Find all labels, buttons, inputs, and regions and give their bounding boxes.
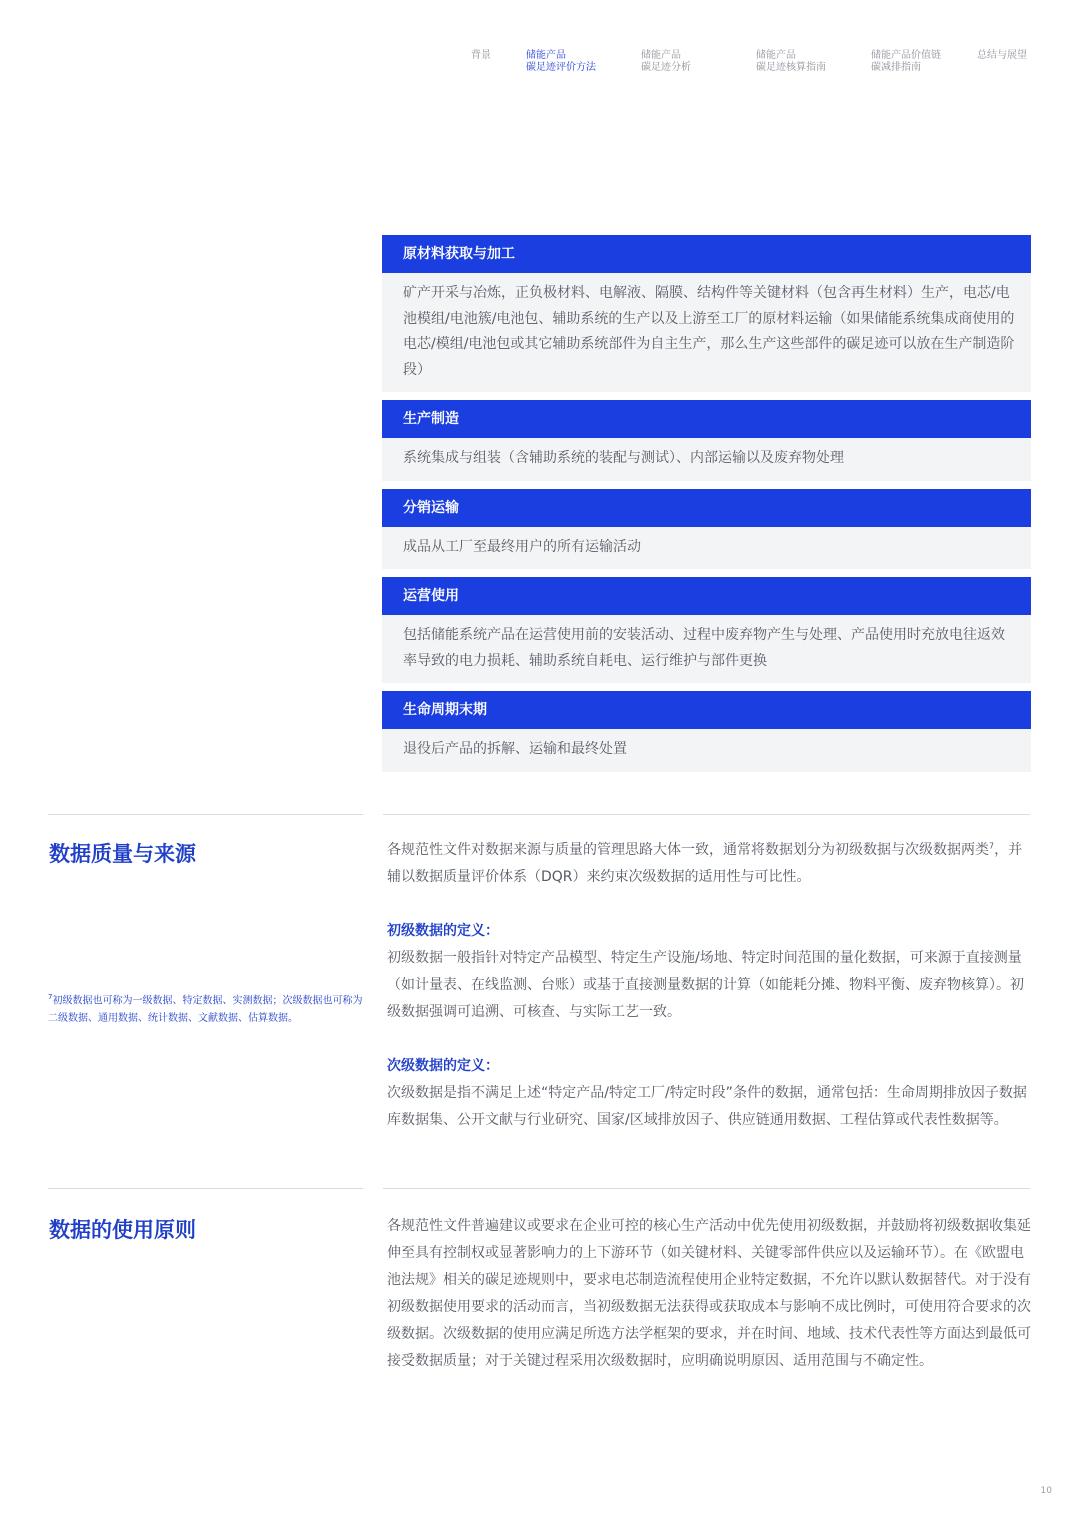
section-divider xyxy=(383,1188,1030,1189)
stage-description: 包括储能系统产品在运营使用前的安装活动、过程中废弃物产生与处理、产品使用时充放电往返效率导致的电力损耗、辅助系统自耗电、运行维护与部件更换 xyxy=(382,615,1031,683)
section-body-data-quality xyxy=(387,837,1033,1134)
stage-title: 原材料获取与加工 xyxy=(382,235,1031,273)
stage-title: 运营使用 xyxy=(382,577,1031,615)
section-divider xyxy=(48,1188,363,1189)
page-number: 10 xyxy=(1040,1486,1052,1496)
nav-item-label: 碳足迹分析 xyxy=(641,62,691,73)
nav-item-reduction-guide[interactable] xyxy=(871,50,941,74)
nav-item-label: 总结与展望 xyxy=(977,50,1027,61)
footnote xyxy=(48,988,366,1028)
footnote-text: 初级数据也可称为一级数据、特定数据、实测数据；次级数据也可称为二级数据、通用数据、统计数据、文献数据、估算数据。 xyxy=(48,995,363,1025)
stage-description: 成品从工厂至最终用户的所有运输活动 xyxy=(382,527,1031,570)
section-divider xyxy=(48,814,363,815)
section-title-data-usage: 数据的使用原则 xyxy=(49,1218,196,1242)
usage-paragraph: 各规范性文件普遍建议或要求在企业可控的核心生产活动中优先使用初级数据，并鼓励将初级数据收集延伸至具有控制权或显著影响力的上下游环节（如关键材料、关键零部件供应以及运输环节）。在《欧盟电池法规》相关的碳足迹规则中，要求电芯制造流程使用企业特定数据，不允许以默认数据替代。对于没有初级数据使用要求的活动而言，当初级数据无法获得或获取成本与影响不成比例时，可使用符合要求的次级数据。次级数据的使用应满足所选方法学框架的要求，并在时间、地域、技术代表性等方面达到最低可接受数据质量；对于关键过程采用次级数据时，应明确说明原因、适用范围与不确定性。 xyxy=(387,1218,1031,1369)
nav-item-label: 背景 xyxy=(471,50,491,61)
lifecycle-stage-table xyxy=(382,235,1031,772)
footnote-reference[interactable]: 7 xyxy=(989,841,995,851)
nav-item-accounting-guide[interactable] xyxy=(756,50,826,74)
nav-item-label: 碳足迹核算指南 xyxy=(756,62,826,73)
stage-title: 分销运输 xyxy=(382,489,1031,527)
stage-description: 系统集成与组装（含辅助系统的装配与测试）、内部运输以及废弃物处理 xyxy=(382,438,1031,481)
secondary-data-definition: 次级数据是指不满足上述“特定产品/特定工厂/特定时段”条件的数据，通常包括：生命周期排放因子数据库数据集、公开文献与行业研究、国家/区域排放因子、供应链通用数据、工程估算或代表性数据等。 xyxy=(387,1085,1027,1128)
section-title-data-quality: 数据质量与来源 xyxy=(49,842,196,866)
nav-item-evaluation-method[interactable] xyxy=(526,50,596,74)
nav-item-summary[interactable] xyxy=(977,50,1027,62)
nav-item-label: 储能产品价值链 xyxy=(871,50,941,61)
section-body-data-usage xyxy=(387,1213,1033,1375)
nav-item-label: 碳减排指南 xyxy=(871,62,921,73)
top-navigation xyxy=(0,50,1080,80)
footnote-mark: 7 xyxy=(48,993,53,1001)
nav-item-label: 碳足迹评价方法 xyxy=(526,62,596,73)
intro-text: ，并辅以数据质量评价体系（DQR）来约束次级数据的适用性与可比性。 xyxy=(387,842,1023,885)
nav-item-footprint-analysis[interactable] xyxy=(641,50,691,74)
nav-item-background[interactable] xyxy=(471,50,491,62)
secondary-data-heading: 次级数据的定义： xyxy=(387,1058,499,1074)
section-divider xyxy=(383,814,1030,815)
nav-item-label: 储能产品 xyxy=(526,50,566,61)
intro-paragraph xyxy=(387,837,1033,891)
stage-title: 生命周期末期 xyxy=(382,691,1031,729)
stage-description: 矿产开采与冶炼，正负极材料、电解液、隔膜、结构件等关键材料（包含再生材料）生产，电芯/电池模组/电池簇/电池包、辅助系统的生产以及上游至工厂的原材料运输（如果储能系统集成商使用的电芯/模组/电池包或其它辅助系统部件为自主生产，那么生产这些部件的碳足迹可以放在生产制造阶段） xyxy=(382,273,1031,392)
primary-data-definition: 初级数据一般指针对特定产品模型、特定生产设施/场地、特定时间范围的量化数据，可来源于直接测量（如计量表、在线监测、台账）或基于直接测量数据的计算（如能耗分摊、物料平衡、废弃物核算）。初级数据强调可追溯、可核查、与实际工艺一致。 xyxy=(387,950,1024,1020)
primary-data-heading: 初级数据的定义： xyxy=(387,923,499,939)
nav-item-label: 储能产品 xyxy=(641,50,681,61)
nav-item-label: 储能产品 xyxy=(756,50,796,61)
stage-description: 退役后产品的拆解、运输和最终处置 xyxy=(382,729,1031,772)
stage-title: 生产制造 xyxy=(382,400,1031,438)
intro-text: 各规范性文件对数据来源与质量的管理思路大体一致，通常将数据划分为初级数据与次级数据两类 xyxy=(387,842,989,858)
